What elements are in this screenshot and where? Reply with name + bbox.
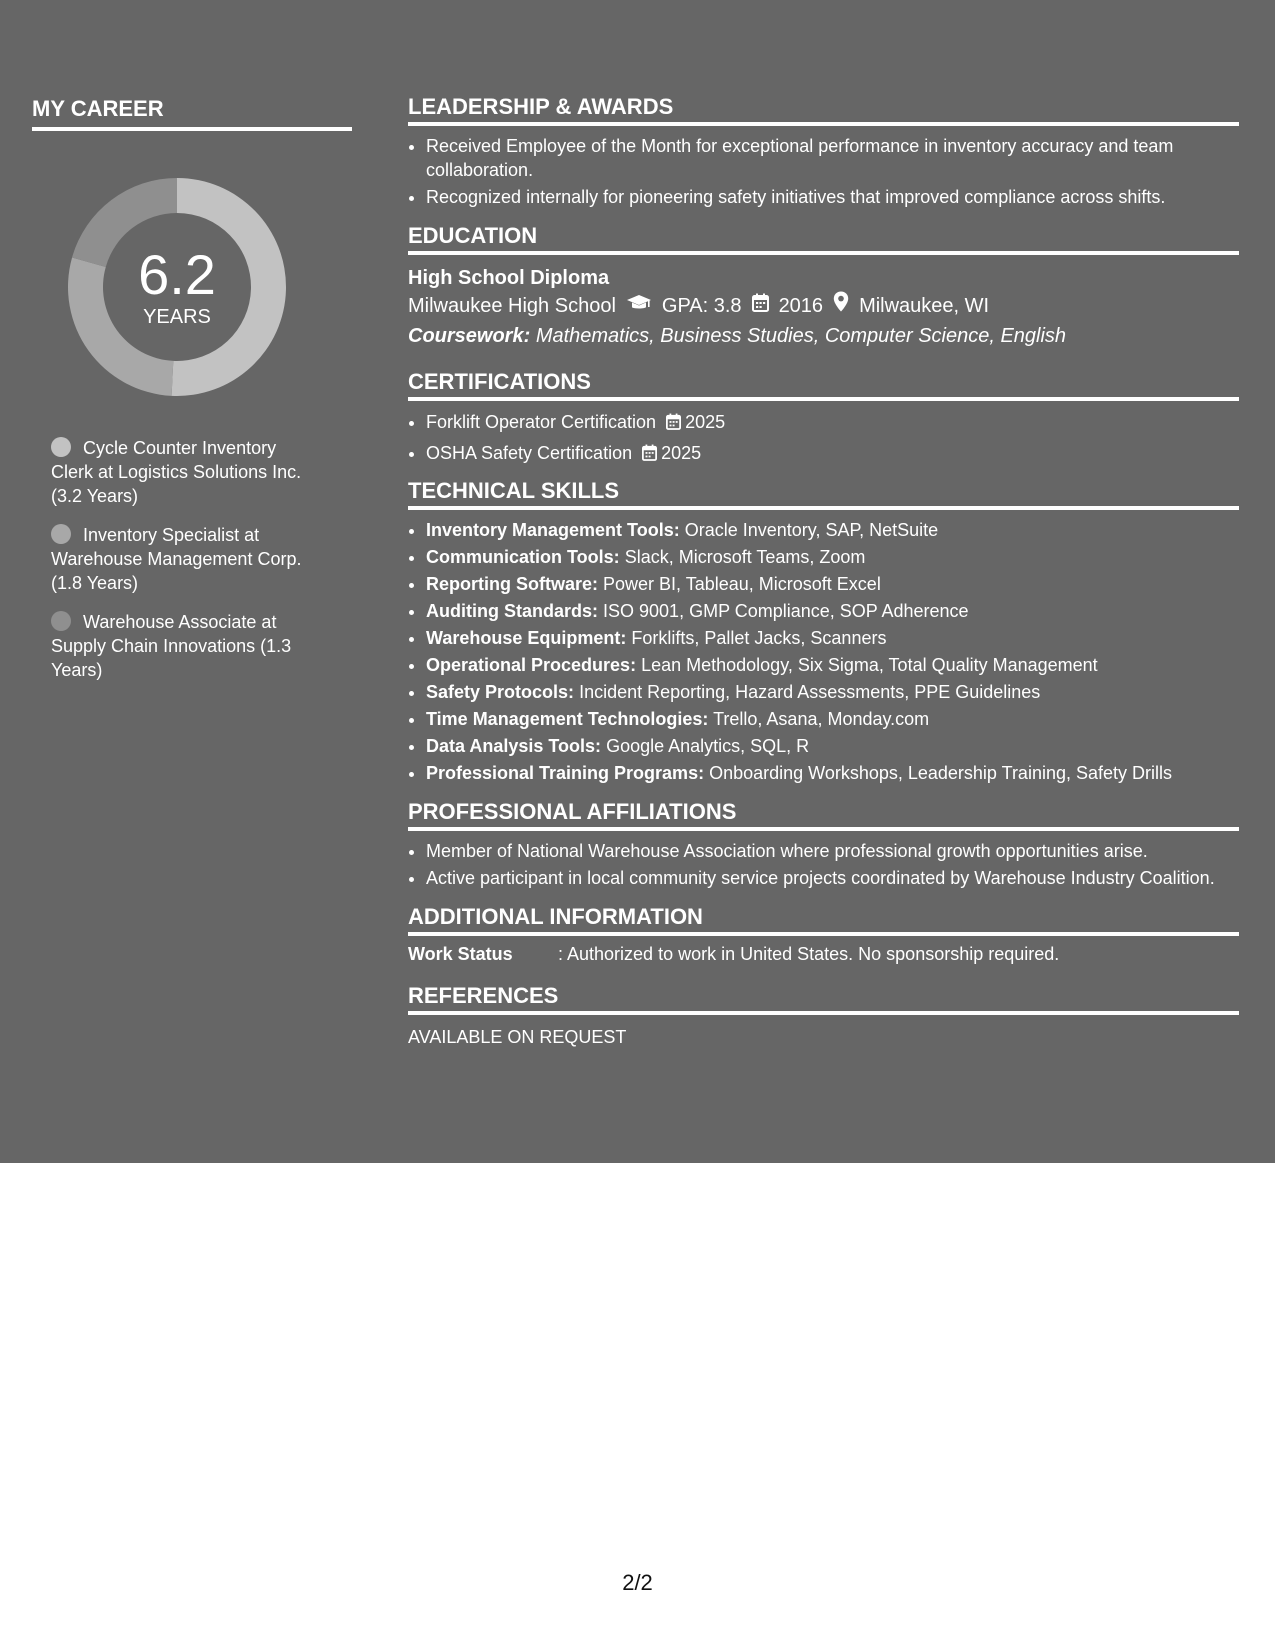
skill-item [426,707,1239,731]
references-value: AVAILABLE ON REQUEST [408,1027,627,1047]
page-number: 2/2 [622,1570,653,1595]
legend-item [51,436,321,508]
skill-item [426,572,1239,596]
skill-value: Power BI, Tableau, Microsoft Excel [603,574,881,594]
work-status-label: Work Status [408,944,513,964]
certification-year: 2025 [661,443,702,463]
list-item: • Received Employee of the Month for exceptional performance in inventory accuracy and team collaboration. [426,134,1239,182]
school-name: Milwaukee High School [408,295,616,317]
references-section [408,983,1239,1048]
total-years-unit: YEARS [143,305,211,328]
skill-label: Auditing Standards: [426,601,598,621]
skills-section [408,478,1239,785]
degree: High School Diploma [408,267,610,289]
leadership-title: LEADERSHIP & AWARDS [408,94,1239,126]
career-title: MY CAREER [32,96,352,131]
graduation-cap-icon [626,291,652,321]
certification-name: OSHA Safety Certification [426,443,633,463]
affiliations-title: PROFESSIONAL AFFILIATIONS [408,799,1239,831]
certifications-section [408,369,1239,468]
skill-label: Communication Tools: [426,547,620,567]
skill-label: Operational Procedures: [426,655,637,675]
additional-title: ADDITIONAL INFORMATION [408,904,1239,936]
skill-value: Forklifts, Pallet Jacks, Scanners [631,628,887,648]
donut-center [66,176,288,398]
skill-item [426,734,1239,758]
career-column [32,96,352,680]
gpa: GPA: 3.8 [661,295,742,317]
certifications-title: CERTIFICATIONS [408,369,1239,401]
skill-label: Time Management Technologies: [426,709,709,729]
calendar-icon [642,442,657,468]
total-years-value: 6.2 [138,242,216,306]
skill-item [426,680,1239,704]
education-section [408,223,1239,351]
skill-value: Slack, Microsoft Teams, Zoom [624,547,866,567]
legend-item [51,610,321,682]
skill-item [426,626,1239,650]
coursework-value: Mathematics, Business Studies, Computer Science, English [535,325,1067,347]
legend-dot-icon [51,437,71,457]
skill-value: Oracle Inventory, SAP, NetSuite [684,520,939,540]
skill-value: ISO 9001, GMP Compliance, SOP Adherence [603,601,969,621]
skill-value: Onboarding Workshops, Leadership Training, Safety Drills [709,763,1172,783]
legend-dot-icon [51,611,71,631]
skill-value: Trello, Asana, Monday.com [713,709,930,729]
coursework [408,321,1239,351]
list-item: • Member of National Warehouse Association where professional growth opportunities arise. [426,839,1239,863]
skill-value: Google Analytics, SQL, R [606,736,810,756]
skills-list [408,518,1239,785]
skill-label: Safety Protocols: [426,682,575,702]
calendar-icon [666,411,681,437]
legend-dot-icon [51,524,71,544]
legend-label: Cycle Counter Inventory Clerk at Logistics Solutions Inc. (3.2 Years) [51,438,302,506]
certification-year: 2025 [685,412,726,432]
skill-item [426,545,1239,569]
education-details [408,291,1239,321]
legend-item [51,523,321,595]
career-donut-chart [66,176,288,398]
additional-section [408,904,1239,965]
skill-label: Professional Training Programs: [426,763,705,783]
skill-label: Warehouse Equipment: [426,628,627,648]
skill-label: Inventory Management Tools: [426,520,680,540]
skill-value: Lean Methodology, Six Sigma, Total Quality Management [641,655,1098,675]
list-item: • Recognized internally for pioneering safety initiatives that improved compliance across shifts. [426,185,1239,209]
calendar-icon [752,291,769,321]
skill-label: Reporting Software: [426,574,599,594]
list-item: • Active participant in local community service projects coordinated by Warehouse Industry Coalition. [426,866,1239,890]
main-column [408,94,1239,1048]
skill-item [426,518,1239,542]
map-marker-icon [833,291,849,321]
legend-label: Inventory Specialist at Warehouse Management Corp. (1.8 Years) [51,525,302,593]
certification-name: Forklift Operator Certification [426,412,657,432]
work-status-row [408,944,1239,965]
leadership-list [408,134,1239,209]
affiliations-list [408,839,1239,890]
skill-label: Data Analysis Tools: [426,736,602,756]
skill-item [426,653,1239,677]
affiliations-section [408,799,1239,890]
education-title: EDUCATION [408,223,1239,255]
skill-item [426,599,1239,623]
certifications-list [408,409,1239,468]
career-legend [51,436,321,697]
skill-item [426,761,1239,785]
references-title: REFERENCES [408,983,1239,1015]
skill-value: Incident Reporting, Hazard Assessments, PPE Guidelines [579,682,1041,702]
legend-label: Warehouse Associate at Supply Chain Innovations (1.3 Years) [51,612,292,680]
graduation-year: 2016 [778,295,824,317]
list-item [426,440,1239,468]
coursework-label: Coursework: [408,325,531,347]
leadership-section [408,94,1239,209]
skills-title: TECHNICAL SKILLS [408,478,1239,510]
school-location: Milwaukee, WI [859,295,990,317]
list-item [426,409,1239,437]
work-status-value: : Authorized to work in United States. No sponsorship required. [558,944,1060,964]
